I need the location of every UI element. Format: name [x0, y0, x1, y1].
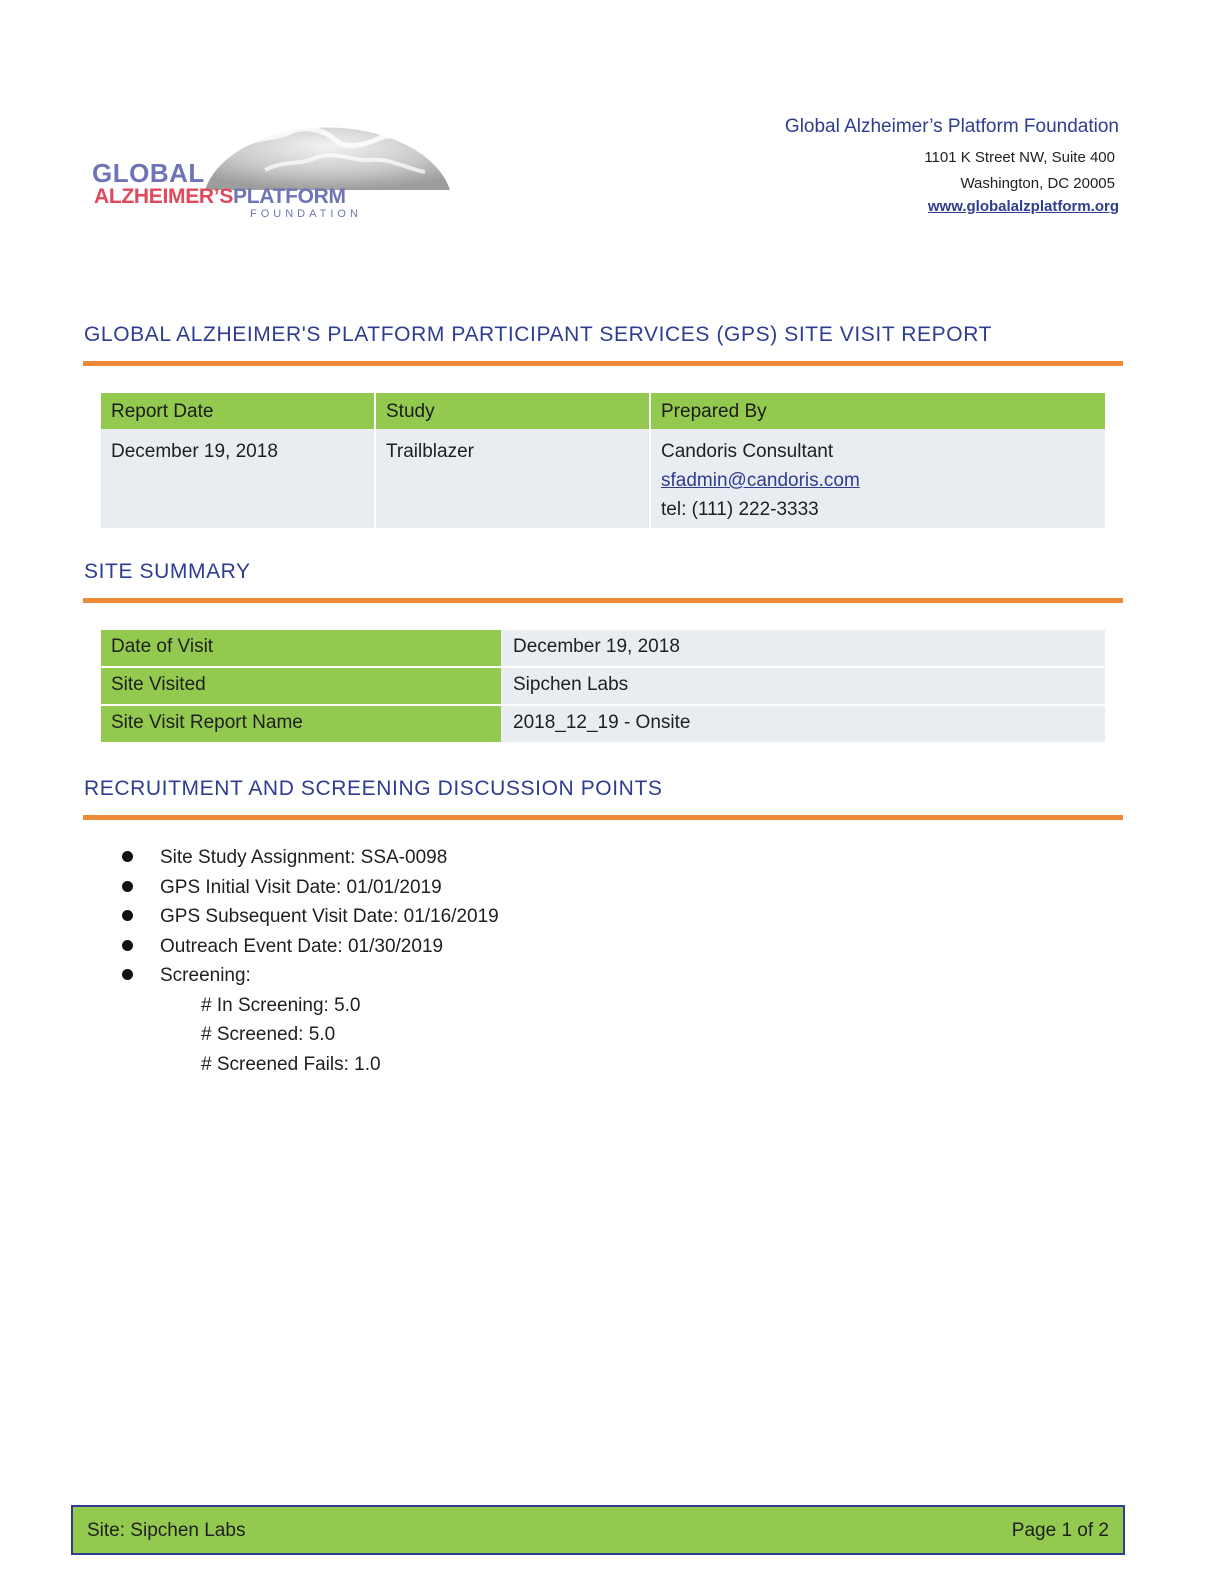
- list-item-text: GPS Subsequent Visit Date: 01/16/2019: [160, 906, 499, 927]
- summary-value: 2018_12_19 - Onsite: [501, 705, 1105, 743]
- discussion-divider: [83, 815, 1123, 820]
- footer-page-number: Page 1 of 2: [1011, 1520, 1109, 1541]
- address-line-2: Washington, DC 20005: [960, 175, 1115, 192]
- letterhead-address-block: [785, 116, 1119, 216]
- list-item-text: Screening:: [160, 965, 251, 986]
- header-study: Study: [375, 393, 650, 429]
- table-row: [101, 630, 1105, 667]
- site-summary-table: [101, 630, 1105, 744]
- list-item: [122, 876, 442, 906]
- list-item-text: Site Study Assignment: SSA-0098: [160, 847, 448, 868]
- page-footer: [71, 1505, 1125, 1555]
- summary-label: Site Visit Report Name: [101, 705, 501, 743]
- screening-item: # Screened: 5.0: [201, 1024, 336, 1045]
- prepared-by-name: Candoris Consultant: [661, 441, 834, 462]
- summary-value: Sipchen Labs: [501, 667, 1105, 705]
- list-item: [122, 964, 381, 994]
- header-prepared-by: Prepared By: [650, 393, 1105, 429]
- title-divider: [83, 361, 1123, 366]
- bullet-icon: [122, 969, 133, 980]
- table-row: [101, 667, 1105, 705]
- website-link[interactable]: www.globalalzplatform.org: [927, 198, 1119, 215]
- summary-label: Site Visited: [101, 667, 501, 705]
- screening-item: # In Screening: 5.0: [201, 994, 361, 1016]
- bullet-icon: [122, 940, 133, 951]
- address-line-1: 1101 K Street NW, Suite 400: [924, 149, 1115, 166]
- logo-line-foundation: FOUNDATION: [250, 208, 362, 220]
- study-value: Trailblazer: [375, 429, 650, 528]
- bullet-icon: [122, 851, 133, 862]
- list-item: [122, 935, 444, 965]
- organization-name: Global Alzheimer’s Platform Foundation: [784, 116, 1119, 137]
- footer-site: Site: Sipchen Labs: [87, 1520, 246, 1541]
- site-summary-divider: [83, 598, 1123, 603]
- summary-label: Date of Visit: [101, 630, 501, 667]
- list-item-text: GPS Initial Visit Date: 01/01/2019: [160, 876, 442, 898]
- globe-icon: [195, 110, 455, 190]
- list-item-text: Outreach Event Date: 01/30/2019: [160, 935, 444, 957]
- prepared-by-email-link[interactable]: sfadmin@candoris.com: [661, 470, 860, 491]
- summary-value: December 19, 2018: [501, 630, 1105, 667]
- list-item: [122, 846, 448, 876]
- logo-word-alzheimers: ALZHEIMER’S: [94, 185, 234, 208]
- bullet-icon: [122, 910, 133, 921]
- report-info-data-row: [101, 429, 1105, 528]
- prepared-by-cell: [650, 429, 1105, 528]
- bullet-icon: [122, 881, 133, 892]
- foundation-logo: [90, 110, 390, 225]
- report-info-header-row: [101, 393, 1105, 429]
- site-summary-title: SITE SUMMARY: [84, 560, 251, 583]
- report-date-value: December 19, 2018: [101, 429, 375, 528]
- discussion-list: [122, 846, 499, 1082]
- report-title: GLOBAL ALZHEIMER'S PLATFORM PARTICIPANT SERVICES (GPS) SITE VISIT REPORT: [84, 323, 993, 346]
- logo-line-alzheimers-platform: [94, 185, 346, 209]
- screening-item: # Screened Fails: 1.0: [201, 1053, 381, 1075]
- list-item: [122, 905, 499, 935]
- header-report-date: Report Date: [101, 393, 375, 429]
- prepared-by-tel: tel: (111) 222-3333: [661, 499, 819, 520]
- logo-word-platform: PLATFORM: [233, 185, 346, 208]
- discussion-title: RECRUITMENT AND SCREENING DISCUSSION POINTS: [84, 777, 663, 800]
- logo-line-global: GLOBAL: [92, 158, 205, 188]
- table-row: [101, 705, 1105, 743]
- report-info-table: [101, 393, 1105, 528]
